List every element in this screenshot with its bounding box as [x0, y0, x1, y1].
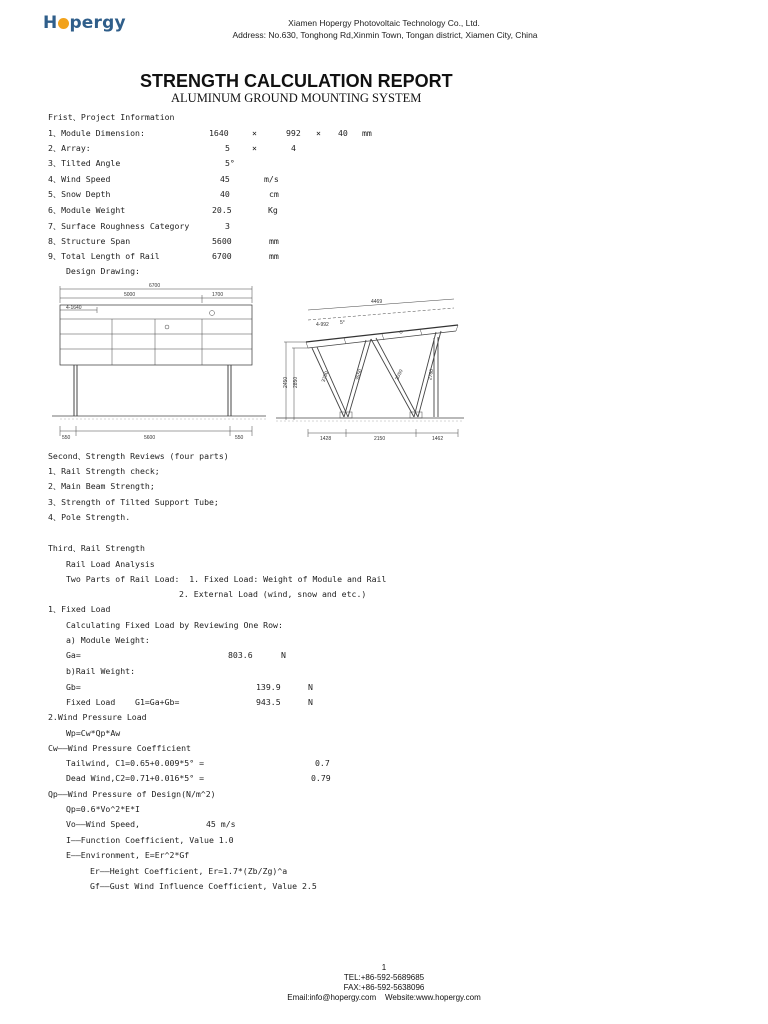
dim-total-label: 6700 — [149, 283, 161, 289]
gb-unit: N — [308, 682, 313, 692]
project-item-unit: cm — [269, 189, 279, 199]
project-item-label: 5、Snow Depth — [48, 189, 111, 199]
dim-bottom-mid-label: 5600 — [144, 435, 156, 441]
gb-value: 139.9 — [256, 682, 281, 692]
qp-definition: Qp——Wind Pressure of Design(N/m^2) — [48, 789, 216, 799]
project-item-value: 45 — [220, 174, 230, 184]
project-item-label: 7、Surface Roughness Category — [48, 221, 190, 231]
project-item-unit: m/s — [264, 174, 279, 184]
project-item-value: 40 — [220, 189, 230, 199]
gb-label: Gb= — [66, 682, 81, 692]
project-item-label: 9、Total Length of Rail — [48, 251, 160, 261]
dim-b3-label: 1462 — [432, 436, 444, 441]
footer-fax: FAX:+86-592-5638096 — [343, 983, 425, 992]
tailwind-value: 0.7 — [315, 758, 330, 768]
qp-formula: Qp=0.6*Vo^2*E*I — [66, 804, 140, 814]
page-title: STRENGTH CALCULATION REPORT — [140, 71, 453, 91]
review-item: 4、Pole Strength. — [48, 512, 131, 522]
section-heading-rail: Third、Rail Strength — [48, 543, 145, 553]
dim-d4-label: 2760 — [427, 368, 436, 381]
project-item-value: 992 — [286, 128, 301, 138]
project-item-label: 3、Tilted Angle — [48, 158, 121, 168]
dim-b2-label: 2150 — [374, 436, 386, 441]
ga-value: 803.6 — [228, 650, 253, 660]
fixed-total-unit: N — [308, 697, 313, 707]
project-item-value: 1640 — [209, 128, 229, 138]
dim-angle-label: 5° — [340, 320, 345, 326]
project-item-value: 6700 — [212, 251, 232, 261]
vo-value: 45 m/s — [206, 819, 236, 829]
company-address: Address: No.630, Tonghong Rd,Xinmin Town, Tongan district, Xiamen City, China — [232, 30, 538, 40]
company-name: Xiamen Hopergy Photovoltaic Technology Co., Ltd. — [288, 18, 480, 28]
dim-h1-label: 2450 — [283, 376, 289, 388]
project-item-unit: mm — [362, 128, 372, 138]
i-definition: I——Function Coefficient, Value 1.0 — [66, 835, 234, 845]
review-item: 3、Strength of Tilted Support Tube; — [48, 497, 219, 507]
dim-d1-label: 3750 — [320, 370, 331, 384]
footer-tel: TEL:+86-592-5689685 — [343, 973, 425, 982]
front-view-drawing — [52, 281, 268, 441]
dim-h2-label: 2850 — [293, 376, 299, 388]
rail-weight-label: b)Rail Weight: — [66, 666, 136, 676]
section-heading-project: Frist、Project Information — [48, 112, 175, 122]
gf-definition: Gf——Gust Wind Influence Coefficient, Value 2.5 — [90, 881, 317, 891]
dim-bottom-right-label: 550 — [235, 435, 244, 441]
project-item-value: 40 — [338, 128, 348, 138]
e-definition: E——Environment, E=Er^2*Gf — [66, 850, 190, 860]
cw-definition: Cw——Wind Pressure Coefficient — [48, 743, 191, 753]
dim-d3-label: 3050 — [394, 368, 405, 382]
project-item-label: 2、Array: — [48, 143, 91, 153]
project-item-value: 5° — [225, 158, 235, 168]
dim-b1-label: 1428 — [320, 436, 332, 441]
times-sign: × — [316, 128, 321, 138]
side-view-drawing — [276, 290, 466, 441]
dim-module-label: 4-1640 — [66, 305, 82, 311]
deadwind-value: 0.79 — [311, 773, 331, 783]
review-item: 1、Rail Strength check; — [48, 466, 160, 476]
project-item-value: 3 — [225, 221, 230, 231]
project-item-value: 4 — [291, 143, 296, 153]
company-logo: H pergy — [43, 13, 126, 33]
dim-left-label: 5000 — [124, 292, 136, 298]
footer-contact: Email:info@hopergy.com Website:www.hopergy.com — [287, 993, 481, 1002]
times-sign: × — [252, 143, 257, 153]
project-item-value: 20.5 — [212, 205, 232, 215]
page-number: 1 — [381, 963, 387, 972]
calc-fixed-load: Calculating Fixed Load by Reviewing One Row: — [66, 620, 283, 630]
times-sign: × — [252, 128, 257, 138]
er-definition: Er——Height Coefficient, Er=1.7*(Zb/Zg)^a — [90, 866, 288, 876]
rail-load-parts: Two Parts of Rail Load: 1. Fixed Load: Weight of Module and Rail — [66, 574, 387, 584]
fixed-total-value: 943.5 — [256, 697, 281, 707]
fixed-load-heading: 1、Fixed Load — [48, 604, 111, 614]
project-item-label: 6、Module Weight — [48, 205, 126, 215]
design-drawing-label: Design Drawing: — [66, 266, 140, 276]
wind-pressure-heading: 2.Wind Pressure Load — [48, 712, 147, 722]
dim-d2-label: 3550 — [355, 368, 364, 381]
project-item-unit: mm — [269, 236, 279, 246]
module-weight-label: a) Module Weight: — [66, 635, 150, 645]
dim-bottom-left-label: 550 — [62, 435, 71, 441]
review-item: 2、Main Beam Strength; — [48, 481, 155, 491]
project-item-value: 5600 — [212, 236, 232, 246]
page-subtitle: ALUMINUM GROUND MOUNTING SYSTEM — [171, 91, 422, 105]
project-item-value: 5 — [225, 143, 230, 153]
project-item-label: 8、Structure Span — [48, 236, 131, 246]
tailwind-label: Tailwind, C1=0.65+0.009*5° = — [66, 758, 205, 768]
rail-load-analysis: Rail Load Analysis — [66, 559, 155, 569]
project-item-label: 1、Module Dimension: — [48, 128, 145, 138]
wp-formula: Wp=Cw*Qp*Aw — [66, 728, 121, 738]
ga-label: Ga= — [66, 650, 81, 660]
section-heading-reviews: Second、Strength Reviews (four parts) — [48, 451, 229, 461]
dim-module-label: 4-992 — [316, 322, 329, 328]
rail-load-parts-2: 2. External Load (wind, snow and etc.) — [179, 589, 367, 599]
deadwind-label: Dead Wind,C2=0.71+0.016*5° = — [66, 773, 205, 783]
fixed-total-label: Fixed Load G1=Ga+Gb= — [66, 697, 180, 707]
vo-label: Vo——Wind Speed, — [66, 819, 140, 829]
dim-right-label: 1700 — [212, 292, 224, 298]
ga-unit: N — [281, 650, 286, 660]
project-item-unit: Kg — [268, 205, 278, 215]
project-item-label: 4、Wind Speed — [48, 174, 111, 184]
dim-top-label: 4469 — [371, 299, 383, 305]
project-item-unit: mm — [269, 251, 279, 261]
